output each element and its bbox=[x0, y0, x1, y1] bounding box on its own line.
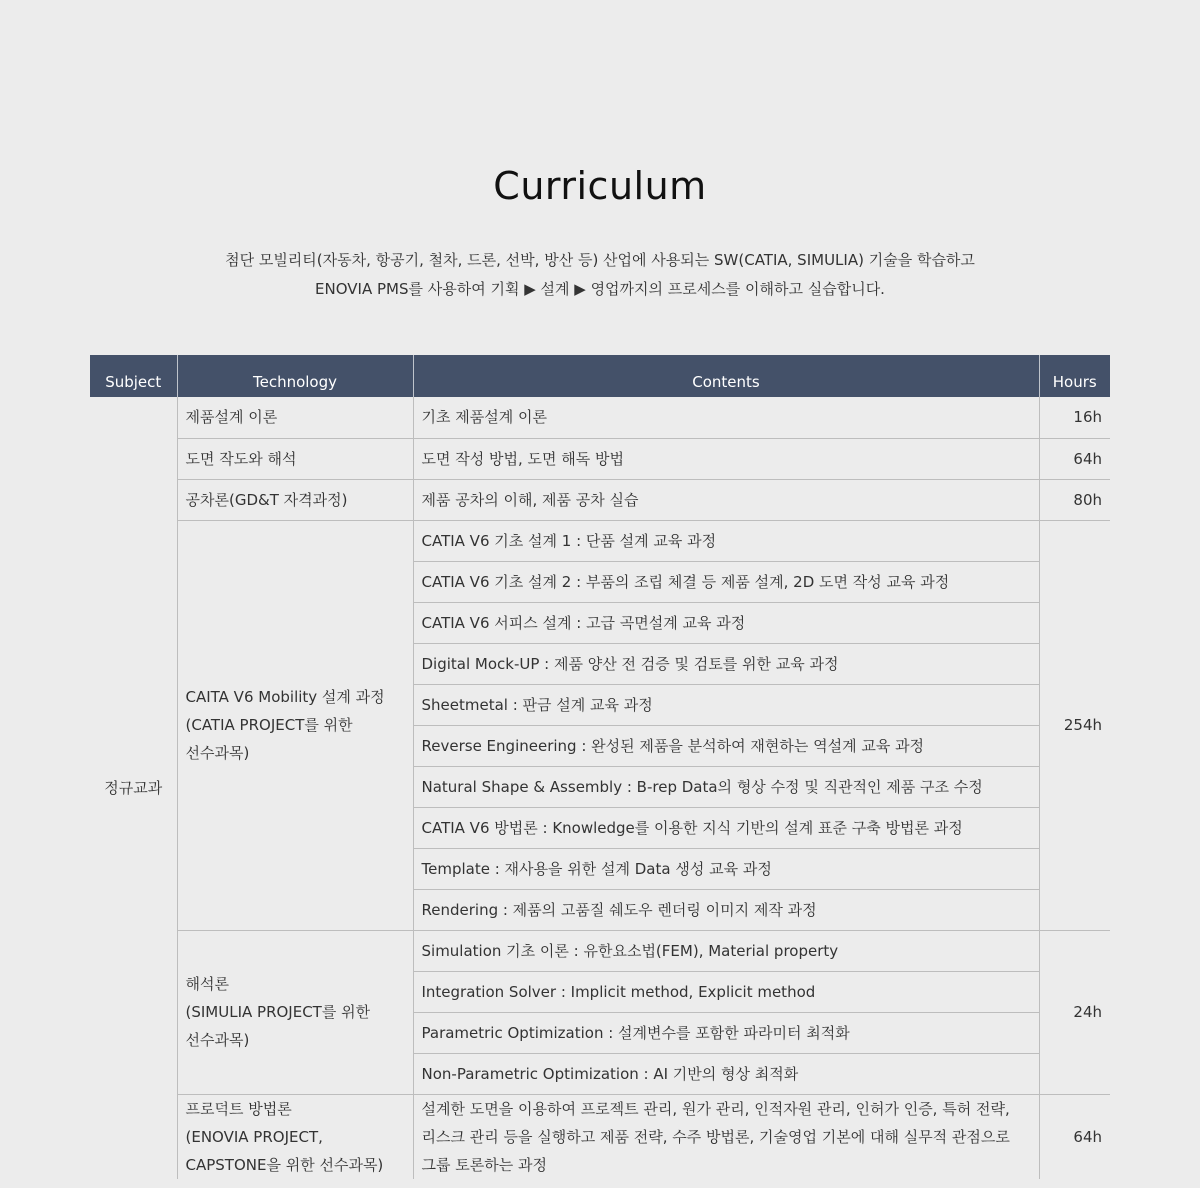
table-row bbox=[90, 438, 1110, 479]
contents-cell bbox=[413, 1094, 1039, 1179]
contents-cell: 도면 작성 방법, 도면 해독 방법 bbox=[413, 438, 1039, 479]
technology-line: CAPSTONE을 위한 선수과목) bbox=[185, 1155, 384, 1174]
intro-line: 첨단 모빌리티(자동차, 항공기, 철차, 드론, 선박, 방산 등) 산업에 사용되는 SW(CATIA, SIMULIA) 기술을 학습하고 bbox=[225, 251, 975, 269]
technology-cell bbox=[177, 930, 413, 1094]
technology-line: 선수과목) bbox=[185, 744, 250, 762]
contents-line: 리스크 관리 등을 실행하고 제품 전략, 수주 방법론, 기술영업 기본에 대해 실무적 관점으로 bbox=[421, 1127, 1010, 1146]
table-row bbox=[90, 479, 1110, 520]
contents-cell: Natural Shape & Assembly : B-rep Data의 형상 수정 및 직관적인 제품 구조 수정 bbox=[413, 766, 1039, 807]
subject-cell: 정규교과 bbox=[104, 778, 163, 797]
contents-cell: CATIA V6 기초 설계 2 : 부품의 조립 체결 등 제품 설계, 2D 도면 작성 교육 과정 bbox=[413, 561, 1039, 602]
hours-cell: 254h bbox=[1039, 520, 1110, 930]
technology-line: 제품설계 이론 bbox=[185, 408, 278, 427]
contents-cell: Template : 재사용을 위한 설계 Data 생성 교육 과정 bbox=[413, 848, 1039, 889]
contents-cell: CATIA V6 서피스 설계 : 고급 곡면설계 교육 과정 bbox=[413, 602, 1039, 643]
table-row bbox=[90, 397, 1110, 438]
header-subject: Subject bbox=[90, 355, 177, 397]
contents-cell: Rendering : 제품의 고품질 쉐도우 렌더링 이미지 제작 과정 bbox=[413, 889, 1039, 930]
contents-cell: Simulation 기초 이론 : 유한요소법(FEM), Material property bbox=[413, 930, 1039, 971]
contents-line: 그룹 토론하는 과정 bbox=[421, 1155, 547, 1174]
contents-cell: 기초 제품설계 이론 bbox=[413, 397, 1039, 438]
table-body bbox=[90, 397, 1110, 1179]
table-header-row bbox=[90, 355, 1110, 397]
contents-cell: Reverse Engineering : 완성된 제품을 분석하여 재현하는 역설계 교육 과정 bbox=[413, 725, 1039, 766]
header-technology: Technology bbox=[177, 355, 413, 397]
technology-line: 해석론 bbox=[185, 975, 229, 993]
hours-cell: 16h bbox=[1039, 397, 1110, 438]
table-row bbox=[90, 1094, 1110, 1179]
contents-cell: 제품 공차의 이해, 제품 공차 실습 bbox=[413, 479, 1039, 520]
technology-cell bbox=[177, 479, 413, 520]
contents-cell: CATIA V6 기초 설계 1 : 단품 설계 교육 과정 bbox=[413, 520, 1039, 561]
header-contents: Contents bbox=[413, 355, 1039, 397]
intro-line: ENOVIA PMS를 사용하여 기획 ▶ 설계 ▶ 영업까지의 프로세스를 이해하고 실습합니다. bbox=[315, 280, 885, 298]
technology-cell bbox=[177, 1094, 413, 1179]
contents-cell: Sheetmetal : 판금 설계 교육 과정 bbox=[413, 684, 1039, 725]
contents-line: 설계한 도면을 이용하여 프로젝트 관리, 원가 관리, 인적자원 관리, 인허가 인증, 특허 전략, bbox=[421, 1099, 1010, 1118]
hours-cell: 64h bbox=[1039, 1094, 1110, 1179]
hours-cell: 24h bbox=[1039, 930, 1110, 1094]
contents-cell: Non-Parametric Optimization : AI 기반의 형상 최적화 bbox=[413, 1053, 1039, 1094]
contents-cell: Parametric Optimization : 설계변수를 포함한 파라미터 최적화 bbox=[413, 1012, 1039, 1053]
technology-line: 도면 작도와 해석 bbox=[185, 449, 297, 468]
contents-cell: Digital Mock-UP : 제품 양산 전 검증 및 검토를 위한 교육 과정 bbox=[413, 643, 1039, 684]
technology-line: 선수과목) bbox=[185, 1031, 250, 1049]
technology-line: 공차론(GD&T 자격과정) bbox=[185, 490, 348, 509]
hours-cell: 64h bbox=[1039, 438, 1110, 479]
technology-cell bbox=[177, 438, 413, 479]
contents-cell: CATIA V6 방법론 : Knowledge를 이용한 지식 기반의 설계 표준 구축 방법론 과정 bbox=[413, 807, 1039, 848]
table-row bbox=[90, 930, 1110, 971]
technology-line: (SIMULIA PROJECT를 위한 bbox=[185, 1003, 371, 1021]
curriculum-table bbox=[90, 355, 1110, 1179]
contents-cell: Integration Solver : Implicit method, Explicit method bbox=[413, 971, 1039, 1012]
hours-cell: 80h bbox=[1039, 479, 1110, 520]
technology-line: 프로덕트 방법론 bbox=[185, 1099, 292, 1118]
technology-line: CAITA V6 Mobility 설계 과정 bbox=[185, 688, 385, 706]
table-row bbox=[90, 520, 1110, 561]
technology-line: (CATIA PROJECT를 위한 bbox=[185, 716, 353, 734]
technology-cell bbox=[177, 397, 413, 438]
technology-cell bbox=[177, 520, 413, 930]
header-hours: Hours bbox=[1039, 355, 1110, 397]
technology-line: (ENOVIA PROJECT, bbox=[185, 1127, 323, 1146]
page-title: Curriculum bbox=[493, 164, 707, 208]
intro-text bbox=[0, 246, 1200, 304]
